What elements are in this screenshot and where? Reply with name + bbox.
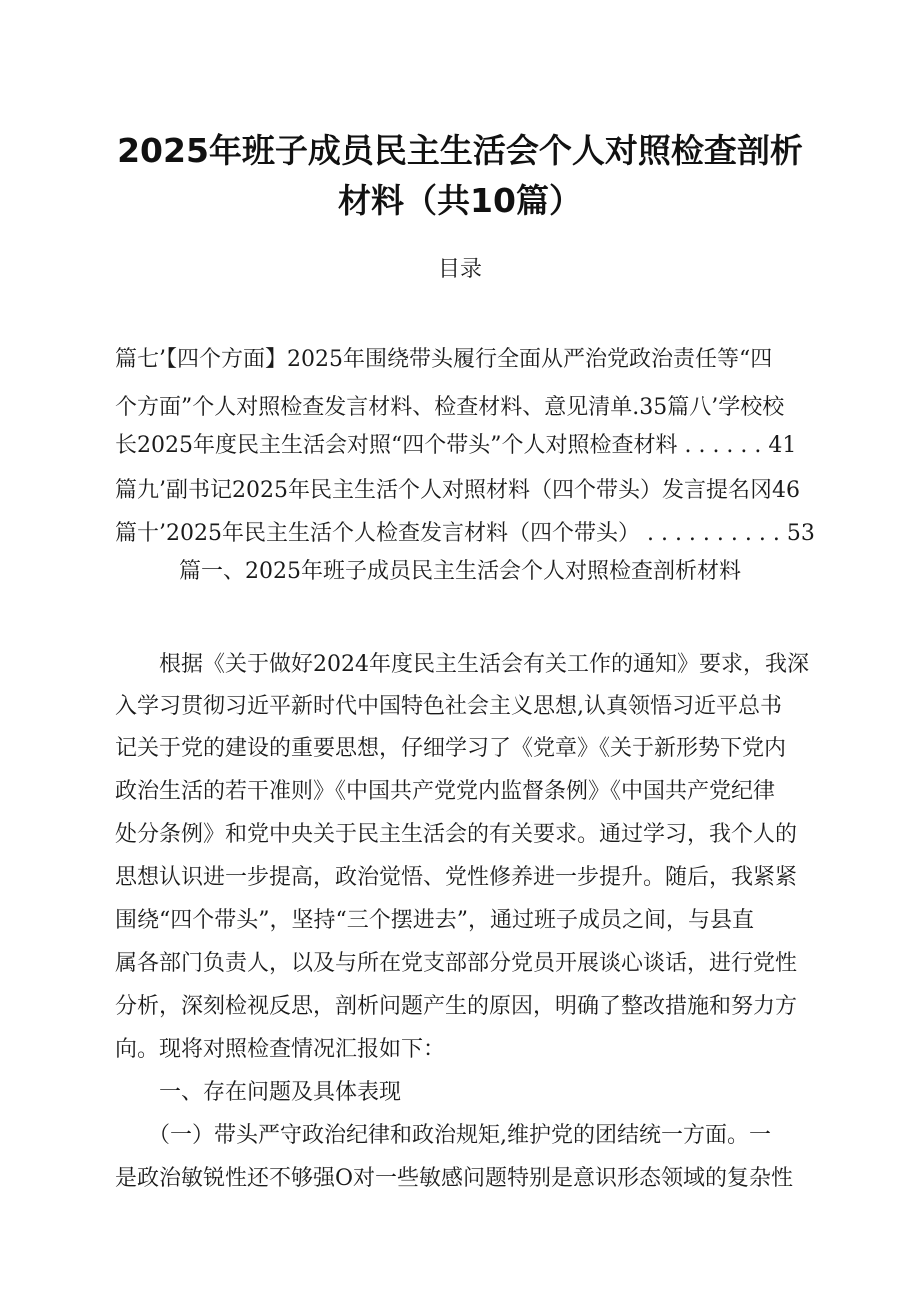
toc-line: 篇九’副书记2025年民主生活个人对照材料（四个带头）发言提名冈46 [115,478,800,503]
body-line: 思想认识进一步提高，政治觉悟、党性修养进一步提升。随后，我紧紧 [115,865,798,890]
body-line: 记关于党的建设的重要思想，仔细学习了《党章》《关于新形势下党内 [115,736,787,761]
toc-line: 个方面”个人对照检查发言材料、检查材料、意见清单.35篇八’学校校 [115,395,785,420]
article-title: 篇一、2025年班子成员民主生活会个人对照检查剖析材料 [179,559,741,584]
body-line: 属各部门负责人，以及与所在党支部部分党员开展谈心谈话，进行党性 [115,951,798,976]
body-line: 围绕“四个带头”，坚持“三个摆进去”，通过班子成员之间，与县直 [115,908,754,933]
toc-line: 篇十’2025年民主生活个人检查发言材料（四个带头） . . . . . . . . . . 53 [115,521,815,546]
document-title-line-1: 2025年班子成员民主生活会个人对照检查剖析 [117,131,803,170]
body-line: 根据《关于做好2024年度民主生活会有关工作的通知》要求，我深 [115,652,809,677]
body-line: 入学习贯彻习近平新时代中国特色社会主义思想,认真领悟习近平总书 [115,694,782,719]
body-line: 政治生活的若干准则》《中国共产党党内监督条例》《中国共产党纪律 [115,779,776,804]
document-title-line-2: 材料（共10篇） [338,181,582,220]
section-heading: 一、存在问题及具体表现 [115,1080,402,1105]
body-line: 处分条例》和党中央关于民主生活会的有关要求。通过学习，我个人的 [115,822,798,847]
subsection-heading: （一）带头严守政治纪律和政治规矩,维护党的团结统一方面。一 [115,1123,771,1148]
toc-line: 篇七’【四个方面】2025年围绕带头履行全面从严治党政治责任等“四 [115,347,773,372]
body-line: 向。现将对照检查情况汇报如下： [115,1037,446,1062]
body-line: 是政治敏锐性还不够强O对一些敏感问题特别是意识形态领域的复杂性 [115,1166,794,1191]
toc-heading: 目录 [437,257,482,282]
body-line: 分析，深刻检视反思，剖析问题产生的原因，明确了整改措施和努力方 [115,994,798,1019]
toc-line: 长2025年度民主生活会对照“四个带头”个人对照检查材料 . . . . . . 41 [115,433,797,458]
